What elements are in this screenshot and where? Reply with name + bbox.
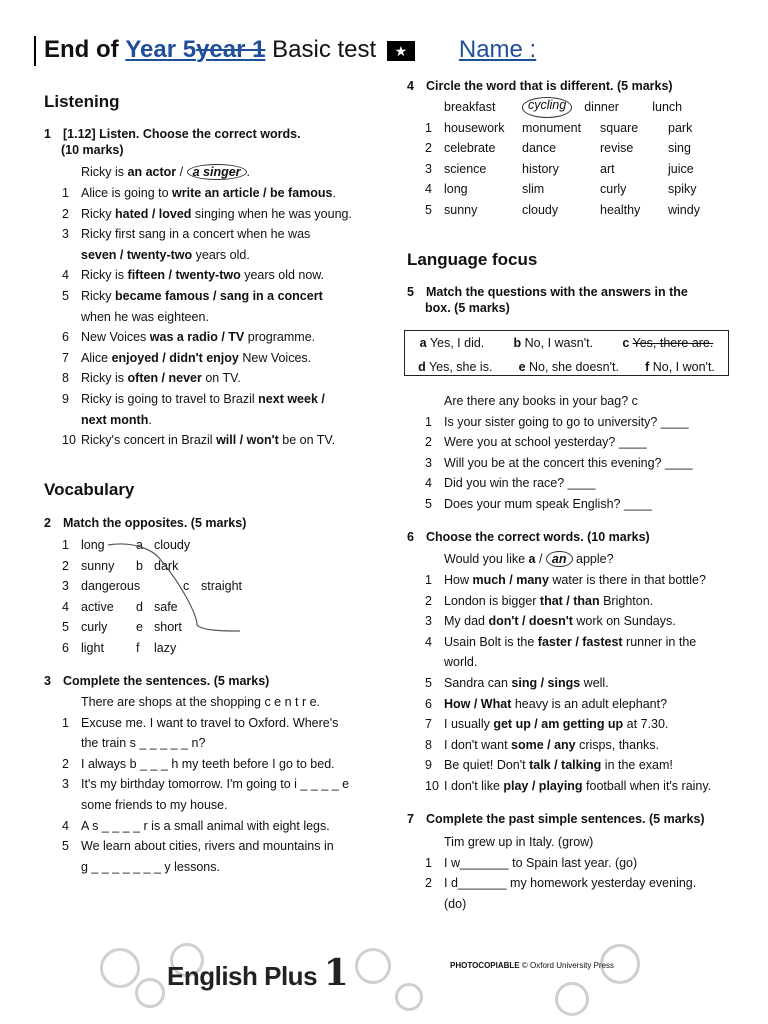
q5-box-text: No, I wasn't. [524,336,594,350]
q4-word: long [444,182,468,197]
q6-post: in the exam! [601,758,673,773]
q5-box-answer [645,355,715,379]
q6-item [425,776,711,797]
q3-line [62,836,349,857]
q6-choices: get up / am getting up [493,717,624,732]
q1-num: 3 [62,227,69,242]
q1-choices: will / won't [216,433,279,448]
q6-pre: I don't want [444,737,512,752]
q1-item [62,327,352,348]
q3-line [62,774,349,795]
q4-word: dance [522,141,557,156]
q2-right-letter: d [136,599,143,614]
q1-num: 9 [62,391,69,406]
q5-line [425,432,693,453]
q1-example-option-a: an actor [127,165,177,179]
q5-box-text: Yes, I did. [429,336,485,350]
q6-item [425,652,711,673]
q6-post: well. [580,675,609,690]
language-focus-heading: Language focus [407,250,538,269]
title-year [125,36,265,63]
q6-example-pre: Would you like [444,552,529,566]
q4-example-circled: cycling [522,97,572,118]
q2-number: 2 [44,516,51,530]
q5-text: Is your sister going to go to university? ____ [444,414,689,429]
q2-right-word: cloudy [154,538,191,552]
q7-line [425,873,696,894]
q5-number: 5 [407,285,414,299]
q3-num: 5 [62,839,69,854]
q6-list [425,570,711,797]
brand-name: English Plus [167,961,318,991]
q7-text: I w_______ to Spain last year. (go) [444,855,638,870]
q3-text: Excuse me. I want to travel to Oxford. Where's [81,715,339,730]
q1-choices: became famous / sang in a concert [115,288,323,303]
q5-box-text: Yes, there are. [632,336,714,350]
q1-pre: Ricky is [81,268,128,283]
q5-box-letter: d [418,360,426,374]
q5-text: Were you at school yesterday? ____ [444,435,647,450]
q2-left-word: long [81,538,105,552]
q1-pre: Alice is going to [81,186,173,200]
q1-choices: enjoyed / didn't enjoy [111,350,239,365]
q1-choices: next month [81,412,149,427]
q6-num: 1 [425,573,432,587]
q6-item [425,611,711,632]
q7-line [425,853,696,874]
q4-word: celebrate [444,141,496,156]
photocopiable-label: PHOTOCOPIABLE [450,961,520,970]
q4-word: slim [522,182,545,197]
q2-right-letter: e [136,620,143,635]
q1-pre: New Voices [81,330,147,345]
q1-item [62,389,352,410]
q6-num: 6 [425,696,432,711]
q7-instruction [407,811,705,827]
q1-pre: when he was eighteen. [81,309,209,324]
q1-pre: Ricky is [81,371,128,386]
q6-choices: some / any [511,737,576,752]
q4-word: housework [444,120,505,135]
q1-instruction [44,126,301,158]
q1-number: 1 [44,127,51,141]
q2-left-num: 5 [62,620,69,635]
q4-word: monument [522,120,582,135]
q3-num: 1 [62,715,69,730]
q1-post: New Voices. [238,350,312,365]
q1-example-circled: a singer [187,164,247,180]
q1-marks: (10 marks) [61,143,124,157]
q6-choices: How / What [444,696,512,711]
header-bar [34,36,36,66]
q1-choices: next week / [258,391,325,406]
vocabulary-heading: Vocabulary [44,480,135,499]
q2-left-word: dangerous [81,579,141,594]
q3-text: Complete the sentences. (5 marks) [63,674,270,688]
q5-box-answer [514,331,594,355]
q1-pre: Ricky is going to travel to Brazil [81,391,259,406]
q2-left-num: 1 [62,538,69,552]
q6-item [425,632,711,653]
q1-num: 10 [62,433,76,448]
q4-num: 2 [425,141,432,156]
q1-example-post: . [246,165,251,179]
q2-left-num: 6 [62,640,69,655]
q6-choices: don't / doesn't [488,614,573,629]
q1-item [62,410,352,431]
q1-post: years old now. [240,268,325,283]
q5-box-row [405,331,728,355]
q4-num: 4 [425,182,432,197]
q5-num: 5 [425,496,432,511]
q5-line [425,453,693,474]
q4-word: cloudy [522,202,559,217]
q3-line [62,754,349,775]
q2-right-letter: a [136,538,143,552]
q1-example [81,162,250,183]
q1-choices: often / never [127,371,202,386]
q6-choices: play / playing [503,778,583,793]
q4-word: lunch [652,100,683,114]
q1-item [62,348,352,369]
q1-list [62,183,352,451]
q4-text: Circle the word that is different. (5 marks) [426,79,673,93]
q6-num: 10 [425,778,439,793]
q2-instruction [44,515,246,531]
q5-box-answer [420,331,485,355]
q5-box-letter: c [622,336,630,350]
page-header [34,30,536,70]
q4-word: windy [668,202,700,217]
q3-text: some friends to my house. [81,797,228,812]
q1-choices: fifteen / twenty-two [127,268,241,283]
name-field-label: Name : [458,36,537,63]
q6-post: heavy is an adult elephant? [511,696,668,711]
q6-example-option-a: a [528,552,536,566]
q6-pre: Usain Bolt is the [444,634,538,649]
q3-text: It's my birthday tomorrow. I'm going to i _ _ _ _ e [81,777,350,792]
q5-text: Did you win the race? ____ [444,476,596,491]
q4-grid [425,97,726,221]
q5-box-row [405,355,728,379]
q6-item [425,714,711,735]
q6-post: water is there in that bottle? [548,573,706,587]
q1-item [62,430,352,451]
q1-choices: was a radio / TV [146,330,245,345]
q7-text: I d_______ my homework yesterday evening. [444,876,697,891]
footer-banner [95,938,655,1024]
year-old-struck: year 1 [196,36,266,63]
q6-pre: London is bigger [444,593,540,608]
q1-pre: Ricky first sang in a concert when he was [81,227,311,242]
q2-right-letter: b [136,558,143,573]
q2-left-word: curly [81,620,108,635]
q4-row [425,200,726,221]
q2-right-letter: f [136,640,140,655]
q5-box-text: Yes, she is. [428,360,493,374]
q5-box-letter: e [518,360,526,374]
q5-line [425,473,693,494]
q4-word: science [444,161,487,176]
year-new: Year 5 [125,36,197,63]
q5-line [425,494,693,515]
q1-pre: Ricky [81,206,116,221]
q5-line [425,412,693,433]
q6-post: at 7.30. [623,717,669,732]
q5-num: 3 [425,455,432,470]
q2-match-area [62,535,262,660]
q6-num: 4 [425,634,432,649]
q4-word: curly [600,182,627,197]
q1-example-pre: Ricky is [81,165,128,179]
q3-number: 3 [44,674,51,688]
q6-item [425,673,711,694]
q5-text: Will you be at the concert this evening? ____ [444,455,693,470]
q2-right-word: straight [201,579,242,594]
q1-item [62,204,352,225]
q5-box-text: No, she doesn't. [529,360,619,374]
q1-item [62,245,352,266]
q3-text: the train s _ _ _ _ _ n? [81,736,206,751]
q6-choices: sing / sings [511,675,581,690]
q6-item [425,591,711,612]
q6-post: runner in the [622,634,697,649]
q2-left-word: active [81,599,114,614]
q4-num: 3 [425,161,432,176]
q5-text: Does your mum speak English? ____ [444,496,652,511]
q2-text: Match the opposites. (5 marks) [63,516,247,530]
q6-choices: faster / fastest [537,634,623,649]
q7-line [425,894,696,915]
q1-num: 4 [62,268,69,283]
q7-num: 2 [425,876,432,891]
q1-choices: hated / loved [115,206,192,221]
title-basic-test: Basic test [272,36,377,63]
q7-text: Tim grew up in Italy. (grow) [444,835,594,849]
q6-choices: that / than [539,593,600,608]
q1-item [62,286,352,307]
q6-pre: I don't like [444,778,504,793]
q1-pre: Alice [81,350,112,365]
q4-word: history [522,161,559,176]
q3-instruction [44,673,269,689]
q1-pre: Ricky's concert in Brazil [81,433,217,448]
q5-list [425,391,693,515]
q1-item [62,265,352,286]
q4-word: healthy [600,202,641,217]
q6-example-sep: / [535,552,546,566]
q6-item [425,694,711,715]
q6-post: Brighton. [599,593,654,608]
q1-num: 7 [62,350,69,365]
q6-pre: I usually [444,717,494,732]
q4-row [425,97,726,118]
q3-text: g _ _ _ _ _ _ _ y lessons. [81,859,220,874]
copyright-line [450,961,614,970]
q4-row [425,118,726,139]
q6-num: 3 [425,614,432,629]
q5-box-text: No, I won't. [652,360,715,374]
q5-num: 4 [425,476,432,491]
q4-word: park [668,120,693,135]
q3-line [62,692,349,713]
q1-item [62,183,352,204]
q4-word: art [600,161,615,176]
q2-left-num: 2 [62,558,69,573]
q3-list [62,692,349,877]
q3-line [62,713,349,734]
q1-num: 5 [62,288,69,303]
q1-num: 2 [62,206,69,221]
q4-word: spiky [668,182,697,197]
q3-line [62,795,349,816]
q1-example-sep: / [176,165,187,179]
q5-box-answer [622,331,713,355]
title-end-of: End of [44,36,119,63]
q5-box-letter: f [645,360,650,374]
q1-choices: write an article / be famous [172,186,333,200]
q7-line [425,832,696,853]
q4-word: sunny [444,202,478,217]
q1-post: singing when he was young. [191,206,352,221]
q5-instruction [407,284,688,316]
q6-text: Choose the correct words. (10 marks) [426,530,650,544]
q4-number: 4 [407,79,414,93]
q5-text: Match the questions with the answers in the [426,285,688,299]
brand-number: 1 [323,952,349,994]
q2-right-word: dark [154,558,179,573]
q7-text: Complete the past simple sentences. (5 marks) [426,812,705,826]
q6-pre: Sandra can [444,675,512,690]
q1-item [62,307,352,328]
q1-num: 6 [62,330,69,345]
q4-row [425,179,726,200]
q6-num: 7 [425,717,432,732]
q6-item [425,735,711,756]
q5-line [425,391,693,412]
q4-num [425,97,444,118]
q2-left-word: sunny [81,558,115,573]
q2-left-word: light [81,640,104,655]
q3-text: A s _ _ _ _ r is a small animal with eight legs. [81,818,330,833]
q5-box-answer [418,355,492,379]
q4-word: juice [668,161,694,176]
q1-pre: Ricky [81,288,116,303]
q6-item [425,570,711,591]
q7-number: 7 [407,812,414,826]
q7-text: (do) [444,896,467,911]
q1-item [62,368,352,389]
q6-post: work on Sundays. [572,614,676,629]
q3-line [62,816,349,837]
q2-right-word: safe [154,599,178,614]
q3-text: I always b _ _ _ h my teeth before I go to bed. [81,756,335,771]
listening-heading: Listening [44,92,120,111]
q6-choices: much / many [472,573,549,587]
q6-pre: Be quiet! Don't [444,758,530,773]
q6-instruction [407,529,650,545]
q6-post: football when it's rainy. [582,778,712,793]
q4-num: 5 [425,202,432,217]
q4-word: revise [600,141,634,156]
q6-example-circled: an [546,551,573,567]
match-line [62,535,262,660]
q3-num: 2 [62,756,69,771]
q6-post: crisps, thanks. [575,737,660,752]
q5-box-letter: b [513,336,522,350]
q1-post: programme. [244,330,316,345]
q1-post: . [148,412,152,427]
q5-num: 2 [425,435,432,450]
q6-pre: How [444,573,473,587]
q5-text-2: box. (5 marks) [425,301,510,315]
q5-box-answer [519,355,619,379]
q4-word: dinner [584,100,619,114]
q4-word: breakfast [444,100,496,114]
q3-text: There are shops at the shopping c e n t r e. [81,695,321,709]
q4-row [425,138,726,159]
brand-logo [167,952,348,994]
q6-item [425,755,711,776]
q1-post: on TV. [201,371,241,386]
q7-num: 1 [425,855,432,870]
q6-pre: world. [444,655,478,670]
q6-number: 6 [407,530,414,544]
q6-example [444,549,614,570]
q1-choices: seven / twenty-two [81,247,193,262]
q6-example-post: apple? [572,552,614,566]
q6-pre: My dad [444,614,489,629]
q6-choices: talk / talking [529,758,602,773]
q4-instruction [407,78,673,94]
oup-copyright: © Oxford University Press [521,961,615,970]
q5-answer-box [404,330,729,376]
star-icon: ★ [387,41,415,61]
q5-text: Are there any books in your bag? c [444,394,638,408]
q2-left-num: 4 [62,599,69,614]
q1-post: . [332,186,336,200]
q4-num: 1 [425,120,432,135]
q6-num: 8 [425,737,432,752]
q6-num: 9 [425,758,432,773]
q6-num: 5 [425,675,432,690]
q3-num: 4 [62,818,69,833]
q1-post: be on TV. [278,433,336,448]
q1-post: years old. [192,247,250,262]
q3-line [62,857,349,878]
q2-right-letter: c [183,579,190,594]
q7-list [425,832,696,914]
q1-text: [1.12] Listen. Choose the correct words. [63,127,301,141]
q6-num: 2 [425,593,432,608]
q2-left-num: 3 [62,579,69,594]
q5-box-letter: a [419,336,427,350]
q5-num: 1 [425,414,432,429]
q4-word: sing [668,141,691,156]
q4-word: square [600,120,639,135]
q1-num: 8 [62,371,69,386]
q2-right-word: lazy [154,640,177,655]
q3-text: We learn about cities, rivers and mountains in [81,839,334,854]
q3-line [62,733,349,754]
q3-num: 3 [62,777,69,792]
q4-row [425,159,726,180]
q2-right-word: short [154,620,182,635]
q1-num: 1 [62,186,69,200]
q1-item [62,224,352,245]
